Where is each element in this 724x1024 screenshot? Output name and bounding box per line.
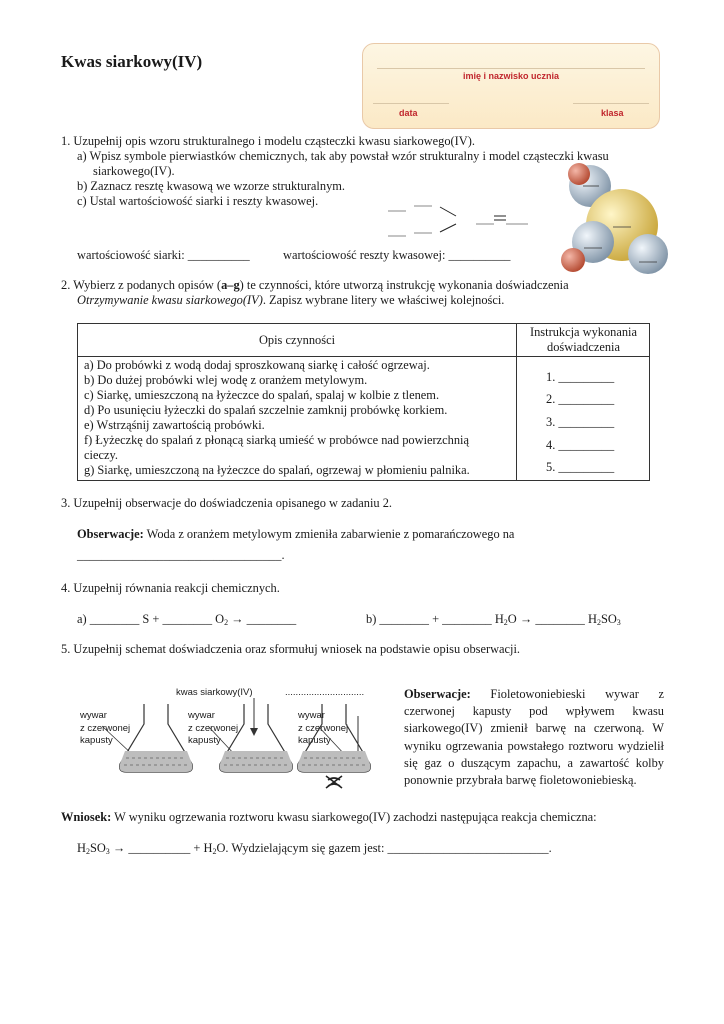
page-title: Kwas siarkowy(IV) — [61, 52, 203, 71]
step-blank[interactable]: 5. _________ — [546, 460, 615, 474]
q1-a-line1: a) Wpisz symbole pierwiastków chemicznych, tak aby powstał wzór strukturalny i model cząsteczki kwasu — [77, 149, 609, 163]
q3-observation: Obserwacje: Woda z oranżem metylowym zmieniła zabarwienie z pomarańczowego na — [77, 527, 515, 541]
liquid-2 — [220, 751, 293, 772]
q3-blank[interactable]: _________________________________. — [77, 548, 285, 562]
acid-label: kwas siarkowy(IV) — [176, 687, 253, 698]
col-header-instruction: Instrukcja wykonania doświadczenia — [529, 325, 637, 354]
structural-formula[interactable] — [384, 200, 534, 242]
step-blank[interactable]: 4. _________ — [546, 438, 615, 452]
flask-label: wywar z czerwonej kapusty — [188, 710, 239, 746]
burner-flame-icon — [326, 776, 342, 788]
bond — [440, 224, 456, 232]
q5-observation: Obserwacje: Fioletowoniebieski wywar z czerwonej kapusty pod wpływem kwasu siarkowego(IV) zmienił barwę na czerwoną. W wyniku ogrzewania powstałego roztworu wydzielił się gaz o duszącym zapachu, a zawartość kolby ponownie przybrała barwę fioletowoniebieską. — [404, 687, 664, 788]
experiment-diagram — [78, 696, 398, 792]
flask-label: wywar z czerwonej kapusty — [80, 710, 131, 746]
table-row: a) Do probówki z wodą dodaj sproszkowaną siarkę i całość ogrzewaj. — [84, 358, 430, 372]
class-line[interactable] — [573, 103, 649, 104]
table-row: c) Siarkę, umieszczoną na łyżeczce do spalań, spalaj w kolbie z tlenem. — [84, 388, 440, 402]
flask-label: wywar z czerwonej kapusty — [298, 710, 349, 746]
molecule-model — [555, 160, 705, 278]
step-blank[interactable]: 1. _________ — [546, 370, 615, 384]
step-blank[interactable]: 3. _________ — [546, 415, 615, 429]
instructions-table — [77, 323, 650, 481]
q2-title-line: Otrzymywanie kwasu siarkowego(IV). Zapisz wybrane litery we właściwej kolejności. — [77, 293, 505, 307]
student-info-card — [362, 43, 660, 129]
q1-a-line2: siarkowego(IV). — [93, 164, 175, 178]
table-row: b) Do dużej probówki wlej wodę z oranżem metylowym. — [84, 373, 368, 387]
name-line[interactable] — [377, 68, 645, 69]
q4-equation-a[interactable]: a) ________ S + ________ $O_2$ → ________ — [77, 612, 297, 627]
q5-equation[interactable]: $H_2SO_3$ → __________ + $H_2O$. Wydzielającym się gazem jest: __________________________. — [77, 841, 552, 856]
q2-intro: 2. Wybierz z podanych opisów (a–g) te czynności, które utworzą instrukcję wykonania doświadczenia — [61, 278, 569, 292]
q1-c: c) Ustal wartościowość siarki i reszty kwasowej. — [77, 194, 319, 208]
q1-valence-sulfur[interactable]: wartościowość siarki: __________ — [77, 248, 250, 262]
q1-valence-acid-residue[interactable]: wartościowość reszty kwasowej: __________ — [283, 248, 511, 262]
date-label: data — [399, 108, 418, 118]
q5-conclusion: Wniosek: W wyniku ogrzewania roztworu kwasu siarkowego(IV) zachodzi następująca reakcja chemiczna: — [61, 810, 597, 824]
table-row: f) Łyżeczkę do spalań z płonącą siarką umieść w probówce nad powierzchnią — [84, 433, 469, 447]
liquid-3 — [298, 751, 371, 772]
hydrogen-atom — [561, 248, 585, 272]
q1-b: b) Zaznacz resztę kwasową we wzorze strukturalnym. — [77, 179, 345, 193]
hydrogen-atom — [568, 163, 590, 185]
table-row: cieczy. — [84, 448, 118, 462]
date-line[interactable] — [373, 103, 449, 104]
q1-intro: 1. Uzupełnij opis wzoru strukturalnego i modelu cząsteczki kwasu siarkowego(IV). — [61, 134, 475, 148]
table-row: e) Wstrząśnij zawartością probówki. — [84, 418, 265, 432]
q3-intro: 3. Uzupełnij obserwacje do doświadczenia opisanego w zadaniu 2. — [61, 496, 392, 510]
col-header-description: Opis czynności — [258, 333, 336, 347]
reagent-blank[interactable]: .............................. — [285, 687, 365, 698]
name-label: imię i nazwisko ucznia — [462, 71, 560, 81]
class-label: klasa — [601, 108, 624, 118]
q4-intro: 4. Uzupełnij równania reakcji chemicznych. — [61, 581, 280, 595]
table-row: d) Po usunięciu łyżeczki do spalań szczelnie zamknij probówkę korkiem. — [84, 403, 448, 417]
bond — [440, 207, 456, 216]
table-row: g) Siarkę, umieszczoną na łyżeczce do spalań, ogrzewaj w płomieniu palnika. — [84, 463, 470, 477]
oxygen-atom — [628, 234, 668, 274]
step-blank[interactable]: 2. _________ — [546, 392, 615, 406]
q5-intro: 5. Uzupełnij schemat doświadczenia oraz sformułuj wniosek na podstawie opisu obserwacji. — [61, 642, 521, 656]
liquid-1 — [120, 751, 193, 772]
q4-equation-b[interactable]: b) ________ + ________ $H_2O$ → ________ $H_2SO_3$ — [366, 612, 621, 627]
